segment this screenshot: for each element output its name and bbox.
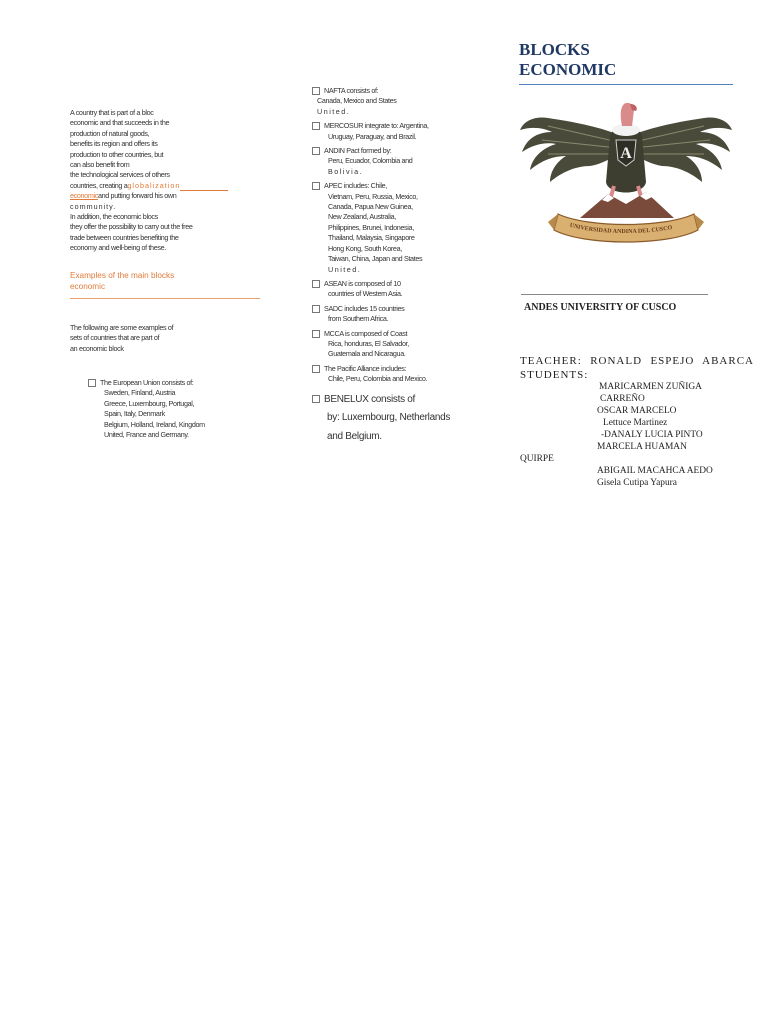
university-rule (521, 294, 708, 295)
community-word: community. (70, 201, 117, 211)
intro-line-economic: economicand putting forward his own (70, 191, 177, 201)
andin-item: ANDIN Pact formed by: Peru, Ecuador, Colombia and Bolivia. (312, 146, 462, 177)
pacific-alliance-item: The Pacific Alliance includes: Chile, Peru, Colombia and Mexico. (312, 364, 462, 385)
sadc-item: SADC includes 15 countries from Southern Africa. (312, 304, 462, 325)
students-label: STUDENTS: (520, 369, 589, 381)
checkbox-bullet-icon (312, 87, 320, 95)
checkbox-bullet-icon (312, 122, 320, 130)
intro-line: production of natural goods, (70, 128, 150, 138)
addition-line: In addition, the economic blocs (70, 212, 158, 222)
addition-line: trade between countries benefiting the (70, 232, 179, 242)
intro-line: can also benefit from (70, 160, 130, 170)
benelux-item: BENELUX consists of by: Luxembourg, Netherlands and Belgium. (312, 391, 462, 447)
checkbox-bullet-icon (312, 365, 320, 373)
middle-column (312, 86, 462, 446)
student-name: MARICARMEN ZUÑIGA (599, 382, 702, 392)
left-column (70, 108, 270, 440)
teacher-line: TEACHER: RONALD ESPEJO ABARCA (520, 355, 754, 367)
student-name: Lettuce Martinez (603, 418, 668, 428)
intro-line-with-highlight: countries, creating aglobalization (70, 181, 270, 191)
title-rule (519, 84, 733, 85)
student-name: ABIGAIL MACAHCA AEDO (597, 466, 713, 476)
checkbox-bullet-icon (312, 147, 320, 155)
intro-line: production to other countries, but (70, 149, 164, 159)
intro-line: A country that is part of a bloc (70, 108, 154, 117)
apec-item: APEC includes: Chile, Vietnam, Peru, Russia, Mexico, Canada, Papua New Guinea, New Zealand, Australia, Philippines, Brunei, Indonesia, Thailand, Malaysia, Singapore Hong Kong, South Korea, Taiwan, China, Japan and States United. (312, 181, 462, 275)
examples-heading: Examples of the main blocks economic (70, 270, 175, 291)
page-title: BLOCKS ECONOMIC (519, 40, 617, 79)
mcca-item: MCCA is composed of Coast Rica, honduras, El Salvador, Guatemala and Nicaragua. (312, 329, 462, 360)
checkbox-bullet-icon (312, 182, 320, 190)
student-name: QUIRPE (520, 454, 554, 464)
checkbox-bullet-icon (312, 330, 320, 338)
checkbox-bullet-icon (312, 280, 320, 288)
globalization-highlight: globalization (127, 180, 181, 190)
intro-paragraph (70, 108, 270, 254)
nafta-item: NAFTA consists of: Canada, Mexico and States United. (312, 86, 462, 117)
eu-list-item: The European Union consists of: Sweden, Finland, Austria Greece, Luxembourg, Portugal, Spain, Italy, Denmark Belgium, Holland, Ireland, Kingdom United, France and Germany. (88, 378, 270, 440)
university-emblem-icon (518, 96, 734, 262)
checkbox-bullet-icon (312, 305, 320, 313)
addition-line: they offer the possibility to carry out the free (70, 222, 193, 232)
emblem-ribbon-text: UNIVERSIDAD ANDINA DEL CUSCO (568, 222, 673, 236)
examples-intro: The following are some examples of sets of countries that are part of an economic block (70, 322, 174, 353)
student-name: Gisela Cutipa Yapura (597, 478, 677, 488)
emblem-letter: A (620, 145, 632, 162)
intro-line: benefits its region and offers its (70, 139, 158, 149)
heading-rule (70, 298, 260, 299)
addition-line: economy and well-being of these. (70, 243, 166, 253)
asean-item: ASEAN is composed of 10 countries of Western Asia. (312, 279, 462, 300)
student-name: -DANALY LUCIA PINTO (601, 430, 703, 440)
university-name: ANDES UNIVERSITY OF CUSCO (524, 302, 677, 313)
intro-line: economic and that succeeds in the (70, 118, 170, 128)
highlight-rule (180, 190, 228, 191)
student-name: OSCAR MARCELO (597, 406, 677, 416)
student-name: CARREÑO (600, 394, 645, 404)
student-name: MARCELA HUAMAN (597, 442, 687, 452)
checkbox-bullet-icon (88, 379, 96, 387)
mercosur-item: MERCOSUR integrate to: Argentina, Uruguay, Paraguay, and Brazil. (312, 121, 462, 142)
checkbox-bullet-icon (312, 395, 320, 403)
intro-line: the technological services of others (70, 170, 170, 180)
economic-link[interactable]: economic (70, 191, 98, 201)
